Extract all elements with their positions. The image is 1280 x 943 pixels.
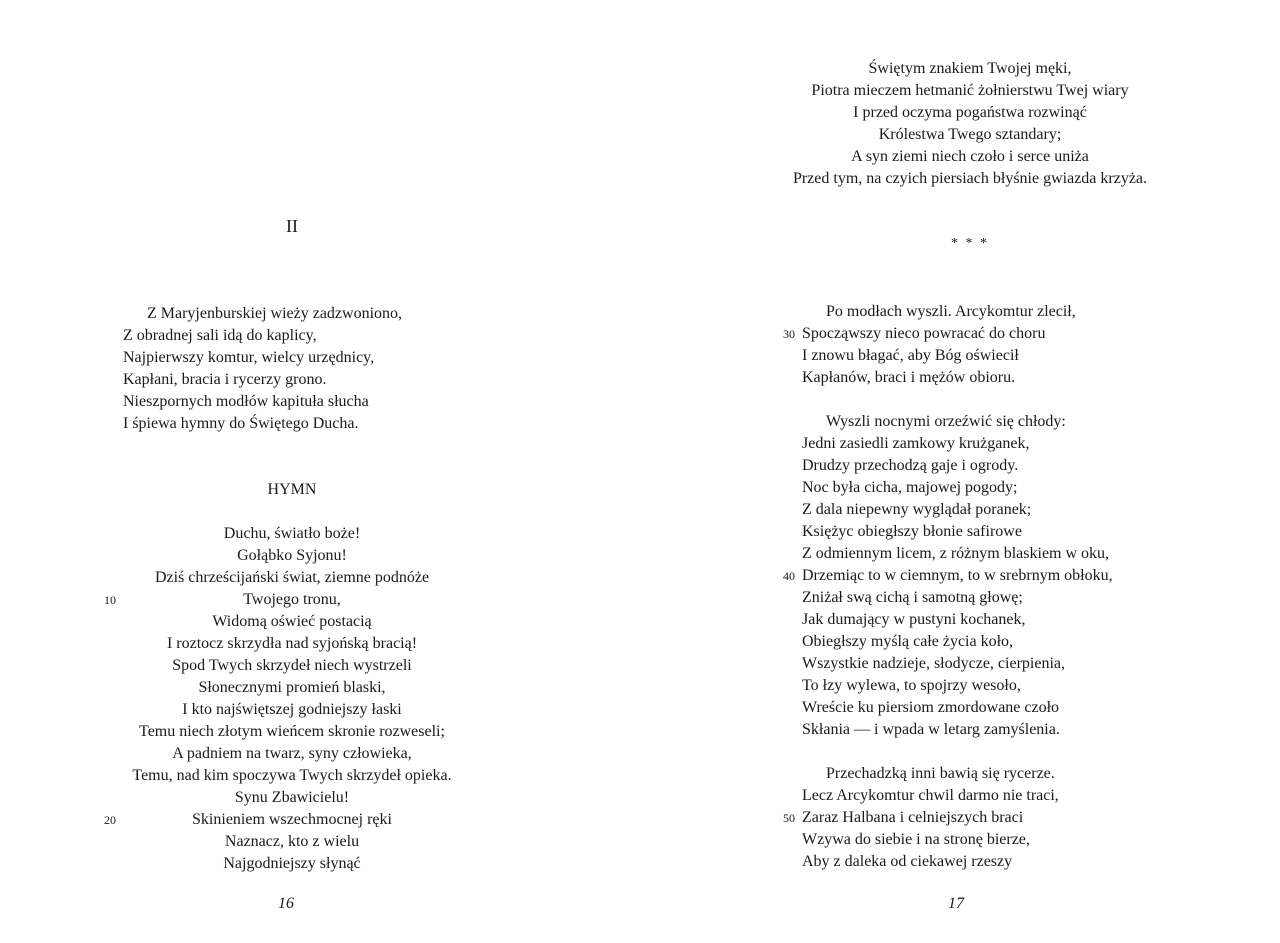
stanza-a [802, 301, 1113, 873]
verse-line: I śpiewa hymny do Świętego Ducha. [123, 415, 359, 432]
hymn [0, 523, 584, 875]
verse-line: Drzemiąc to w ciemnym, to w srebrnym obłoku, [802, 567, 1113, 584]
verse-line: Naznacz, kto z wielu [224, 833, 360, 850]
verse-line: Z odmiennym licem, z różnym blaskiem w oku, [802, 545, 1110, 562]
verse-line: Skłania — i wpada w letarg zamyślenia. [802, 721, 1060, 738]
verse-line: Wreście ku piersiom zmordowane czoło [802, 699, 1060, 716]
line-number-10: 10 [104, 593, 116, 607]
verse-line: Synu Zbawicielu! [234, 789, 350, 806]
line-number-50: 50 [783, 811, 795, 825]
verse-line: Jedni zasiedli zamkowy krużganek, [802, 435, 1030, 452]
verse-line: I roztocz skrzydła nad syjońską bracią! [166, 635, 418, 652]
verse-line: Obiegłszy myślą całe życia koło, [802, 633, 1014, 650]
verse-line: Wyszli nocnymi orzeźwić się chłody: [826, 413, 1066, 430]
verse-line: Skinieniem wszechmocnej ręki [192, 811, 392, 828]
verse-line: Twojego tronu, [243, 591, 341, 608]
verse-line: Najgodniejszy słynąć [223, 855, 361, 872]
verse-line: I znowu błagać, aby Bóg oświecił [802, 347, 1019, 364]
verse-line: Widomą oświeć postacią [212, 613, 372, 630]
hymn-continuation [640, 58, 1280, 190]
stanza-1 [123, 303, 402, 435]
verse-line: Z obradnej sali idą do kaplicy, [123, 327, 317, 344]
verse-line: Spod Twych skrzydeł niech wystrzeli [172, 657, 412, 674]
right-page [640, 0, 1280, 943]
verse-line: Najpierwszy komtur, wielcy urzędnicy, [123, 349, 375, 366]
verse-line: A padniem na twarz, syny człowieka, [172, 745, 412, 762]
verse-line: Królestwa Twego sztandary; [878, 126, 1062, 143]
verse-line: Świętym znakiem Twojej męki, [868, 60, 1072, 77]
verse-line: Przed tym, na czyich piersiach błyśnie gwiazda krzyża. [792, 170, 1148, 187]
verse-line: Gołąbko Syjonu! [237, 547, 347, 564]
verse-line: Temu niech złotym wieńcem skronie rozweseli; [139, 723, 445, 740]
verse-line: Nieszpornych modłów kapituła słucha [123, 393, 369, 410]
verse-line: Temu, nad kim spoczywa Twych skrzydeł opieka. [132, 767, 452, 784]
line-number-40: 40 [783, 569, 795, 583]
verse-line: Piotra mieczem hetmanić żołnierstwu Twej wiary [811, 82, 1129, 99]
verse-line: Jak dumający w pustyni kochanek, [802, 611, 1026, 628]
section-number: II [286, 216, 298, 236]
verse-line: A syn ziemi niech czoło i serce uniża [851, 148, 1089, 165]
verse-line: Przechadzką inni bawią się rycerze. [826, 765, 1055, 782]
line-number-20: 20 [104, 813, 116, 827]
verse-line: Lecz Arcykomtur chwil darmo nie traci, [802, 787, 1059, 804]
verse-line: Księżyc obiegłszy błonie safirowe [802, 523, 1022, 540]
verse-line: Wzywa do siebie i na stronę bierze, [802, 831, 1030, 848]
page-number: 17 [948, 895, 964, 912]
verse-line: Zaraz Halbana i celniejszych braci [802, 809, 1024, 826]
line-number-30: 30 [783, 327, 795, 341]
verse-line: Zniżał swą cichą i samotną głowę; [802, 589, 1023, 606]
verse-line: Kapłani, bracia i rycerzy grono. [123, 371, 327, 388]
hymn-title: HYMN [267, 481, 317, 498]
verse-line: Wszystkie nadzieje, słodycze, cierpienia, [802, 655, 1065, 672]
verse-line: Noc była cicha, majowej pogody; [802, 479, 1018, 496]
verse-line: Aby z daleka od ciekawej rzeszy [802, 853, 1013, 870]
verse-line: Po modłach wyszli. Arcykomtur zlecił, [826, 303, 1076, 320]
verse-line: Spocząwszy nieco powracać do choru [802, 325, 1046, 342]
verse-line: Dziś chrześcijański świat, ziemne podnóże [154, 569, 430, 586]
verse-line: Z dala niepewny wyglądał poranek; [802, 501, 1032, 518]
section-separator: * * * [951, 236, 989, 251]
verse-line: Duchu, światło boże! [223, 525, 361, 542]
page-number: 16 [278, 895, 294, 912]
verse-line: Z Maryjenburskiej wieży zadzwoniono, [147, 305, 403, 322]
verse-line: Słonecznymi promień blaski, [198, 679, 386, 696]
verse-line: Drudzy przechodzą gaje i ogrody. [802, 457, 1019, 474]
verse-line: I przed oczyma pogaństwa rozwinąć [853, 104, 1087, 121]
verse-line: To łzy wylewa, to spojrzy wesoło, [802, 677, 1021, 694]
verse-line: Kapłanów, braci i mężów obioru. [802, 369, 1016, 386]
verse-line: I kto najświętszej godniejszy łaski [182, 701, 402, 718]
